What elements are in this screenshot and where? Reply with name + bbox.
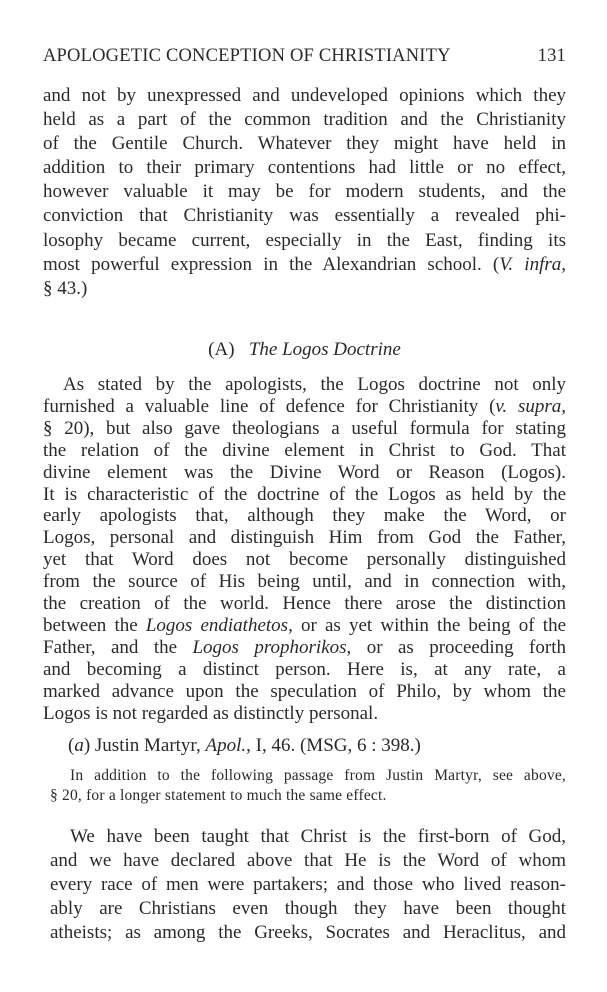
editorial-note [50,766,566,806]
text-line [43,374,566,396]
paragraph-1 [43,84,566,301]
text-run: and we have declared above that He is the Word of whom [50,850,566,871]
text-line [43,681,566,703]
text-run: and becoming a distinct person. Here is, at any rate, a [43,658,566,680]
text-run: Father, and the [43,636,193,658]
text-run: addition to their primary contentions had little or no effect, [43,157,566,179]
page-number: 131 [537,46,566,66]
paragraph-2 [43,374,566,725]
text-run: Logos endiathetos [145,614,289,636]
source-citation [68,734,591,758]
text-line [43,277,566,301]
text-line [43,571,566,593]
text-line [43,108,566,132]
text-line [43,440,566,462]
text-run: V. infra, [499,253,566,275]
text-run: , or as yet within the being of the [288,614,567,636]
text-run: a [74,735,84,756]
text-line [43,132,566,156]
text-line [43,505,566,527]
text-run: ( [68,735,75,756]
text-line [43,156,566,180]
text-run: We have been taught that Christ is the first-born of God, [70,826,566,847]
text-run: As stated by the apologists, the Logos doctrine not only [63,374,566,395]
text-run: of the Gentile Church. Whatever they might have held in [43,133,566,155]
text-run: , I, 46. (MSG, 6 : 398.) [246,735,421,756]
text-line [50,766,566,786]
text-line [50,873,566,897]
text-run: most powerful expression in the Alexandrian school. ( [43,253,500,275]
text-run: § 20, for a longer statement to much the same effect. [50,787,387,804]
text-line [50,786,566,806]
running-header [43,46,566,72]
text-line [50,849,566,873]
text-line [43,462,566,484]
text-run: Logos is not regarded as distinctly personal. [43,702,379,724]
text-line [43,253,566,277]
section-label: (A) [208,339,235,360]
text-line [43,527,566,549]
text-run: yet that Word does not become personally distinguished [43,549,566,571]
text-run: held as a part of the common tradition and the Christianity [43,109,566,131]
quoted-passage [50,825,566,945]
text-line [43,484,566,506]
text-line [43,593,566,615]
text-run: divine element was the Divine Word or Reason (Logos). [43,461,566,483]
text-line [50,825,566,849]
text-run: the relation of the divine element in Christ to God. That [43,439,566,461]
text-line [43,418,566,440]
text-run: and not by unexpressed and undeveloped opinions which they [43,85,566,106]
text-line [43,84,566,108]
text-run: furnished a valuable line of defence for Christianity ( [43,395,496,417]
text-line [43,703,566,725]
text-line [43,659,566,681]
section-title: The Logos Doctrine [248,339,401,360]
text-line [43,229,566,253]
text-line [43,615,566,637]
text-run: conviction that Christianity was essentially a revealed phi- [43,205,566,227]
text-run: however valuable it may be for modern students, and the [43,181,566,203]
text-run: the creation of the world. Hence there arose the distinction [43,593,566,615]
section-heading [43,338,566,362]
text-run: atheists; as among the Greeks, Socrates and Heraclitus, and [50,922,566,943]
text-run: ) Justin Martyr, [83,735,206,756]
text-run: marked advance upon the speculation of Philo, by whom the [43,680,566,702]
text-run: In addition to the following passage from Justin Martyr, see above, [70,767,566,784]
text-run: every race of men were partakers; and those who lived reason- [50,874,566,895]
text-line [43,549,566,571]
text-line [43,180,566,204]
text-run: § 20), but also gave theologians a useful formula for stating [43,417,566,439]
text-run: losophy became current, especially in the East, finding its [43,229,566,251]
text-run: Logos prophorikos [192,636,347,658]
text-run: ably are Christians even though they have been thought [50,898,566,919]
text-run: , or as proceeding forth [346,636,566,658]
text-run: Apol. [205,735,247,756]
text-run: v. supra, [495,395,567,417]
text-run: between the [43,614,146,636]
running-title: APOLOGETIC CONCEPTION OF CHRISTIANITY [43,46,451,66]
text-run: It is characteristic of the doctrine of the Logos as held by the [43,483,566,505]
text-line [43,396,566,418]
text-run: early apologists that, although they make the Word, or [43,505,566,527]
text-run: § 43.) [43,277,88,299]
text-line [43,637,566,659]
text-line [50,921,566,945]
text-line [50,897,566,921]
text-run: Logos, personal and distinguish Him from God the Father, [43,527,566,549]
text-run: from the source of His being until, and in connection with, [43,571,566,593]
text-line [43,204,566,228]
